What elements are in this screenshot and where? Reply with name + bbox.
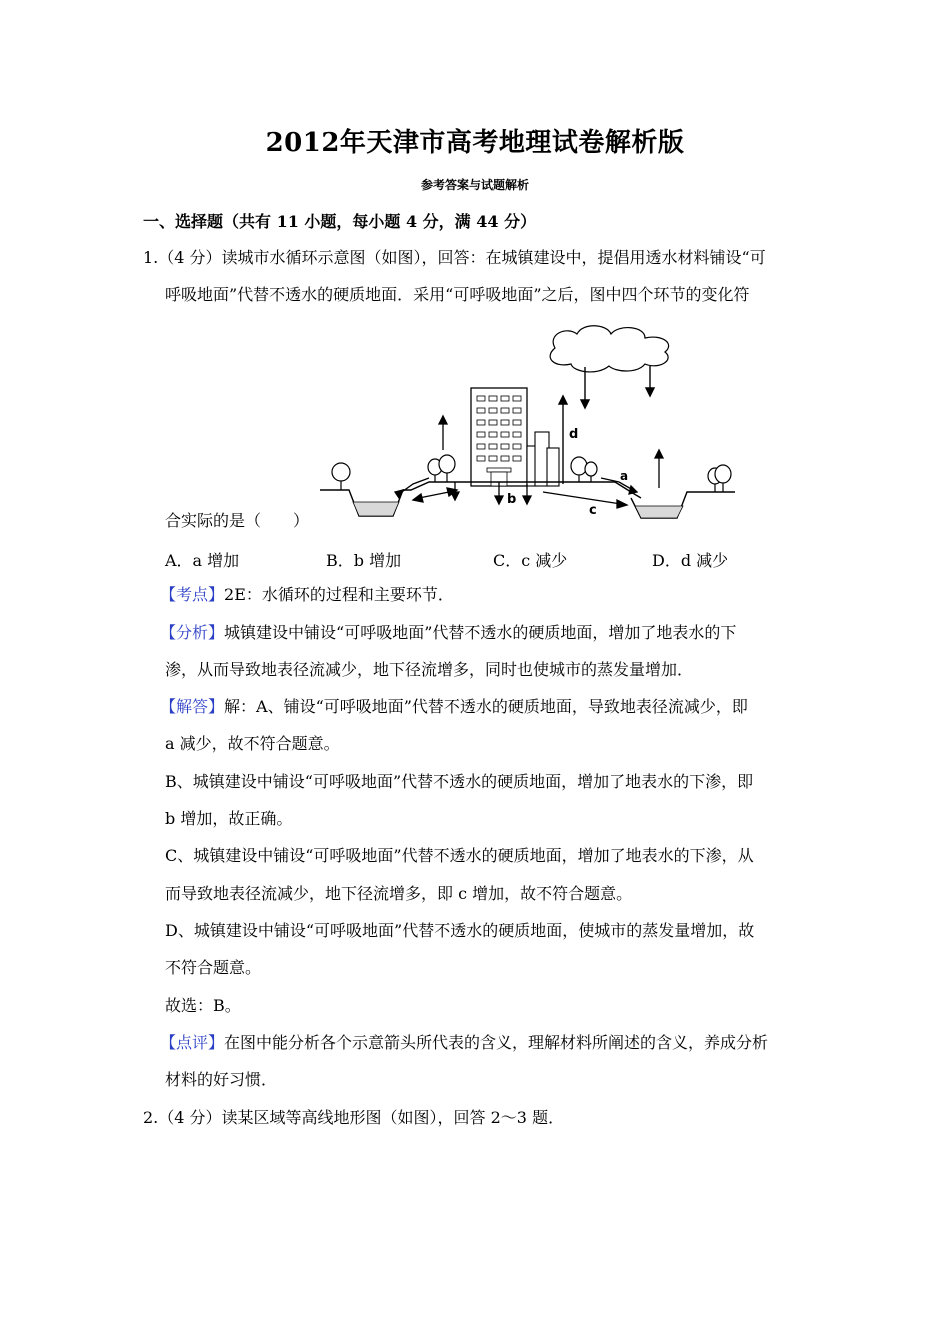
kaodian-text: 2E：水循环的过程和主要环节． (224, 585, 454, 604)
q2-stem: 2.（4 分）读某区域等高线地形图（如图），回答 2～3 题． (143, 1108, 565, 1127)
label-d: d (569, 427, 579, 442)
right-pond (635, 506, 683, 518)
building-icon (471, 388, 559, 486)
fenxi-line1 (160, 623, 736, 643)
jieda-tag: 【解答】 (160, 697, 225, 716)
answer-line: 故选：B。 (165, 996, 241, 1015)
label-a: a (620, 469, 629, 483)
jieda-line1 (160, 697, 748, 717)
page-subtitle: 参考答案与试题解析 (420, 178, 529, 192)
b-line2: b 增加，故正确。 (165, 809, 293, 828)
dianping-tag: 【点评】 (160, 1033, 225, 1052)
fenxi-tag: 【分析】 (160, 623, 225, 642)
fenxi-line2: 渗，从而导致地表径流减少，地下径流增多，同时也使城市的蒸发量增加． (165, 660, 694, 679)
label-c: c (589, 503, 597, 518)
jieda-line2: a 减少，故不符合题意。 (165, 734, 340, 753)
label-b: b (507, 492, 517, 507)
d-line2: 不符合题意。 (165, 958, 262, 977)
q1-stem-line3: 合实际的是（ ） (165, 511, 310, 530)
d-line1: D、城镇建设中铺设“可呼吸地面”代替不透水的硬质地面，使城市的蒸发量增加，故 (165, 921, 755, 940)
dianping-text1: 在图中能分析各个示意箭头所代表的含义，理解材料所阐述的含义，养成分析 (224, 1033, 769, 1052)
fenxi-text1: 城镇建设中铺设“可呼吸地面”代替不透水的硬质地面，增加了地表水的下 (224, 623, 737, 642)
option-d[interactable]: D．d 减少 (652, 551, 729, 570)
page-title: 2012年天津市高考地理试卷解析版 (265, 128, 685, 158)
c-line1: C、城镇建设中铺设“可呼吸地面”代替不透水的硬质地面，增加了地表水的下渗，从 (165, 846, 754, 865)
q1-stem-line1: 1.（4 分）读城市水循环示意图（如图），回答：在城镇建设中，提倡用透水材料铺设“可 (143, 248, 766, 267)
jieda-text1: 解：A、铺设“可呼吸地面”代替不透水的硬质地面，导致地表径流减少，即 (224, 697, 748, 716)
cloud-icon (550, 326, 668, 372)
kaodian-line (160, 585, 454, 605)
c-line2: 而导致地表径流减少，地下径流增多，即 c 增加，故不符合题意。 (165, 884, 633, 903)
evaporation-arrow-d (559, 396, 567, 484)
q1-stem-line2: 呼吸地面”代替不透水的硬质地面．采用“可呼吸地面”之后，图中四个环节的变化符 (165, 285, 750, 304)
dianping-line2: 材料的好习惯． (165, 1070, 278, 1089)
option-a[interactable]: A．a 增加 (165, 551, 240, 570)
option-c[interactable]: C．c 减少 (493, 551, 568, 570)
section-heading: 一、选择题（共有 11 小题，每小题 4 分，满 44 分） (143, 212, 537, 231)
water-cycle-figure (315, 322, 735, 527)
b-line1: B、城镇建设中铺设“可呼吸地面”代替不透水的硬质地面，增加了地表水的下渗，即 (165, 772, 754, 791)
dianping-line1 (160, 1033, 768, 1053)
left-pond (353, 502, 399, 516)
option-b[interactable]: B．b 增加 (326, 551, 402, 570)
kaodian-tag: 【考点】 (160, 585, 225, 604)
